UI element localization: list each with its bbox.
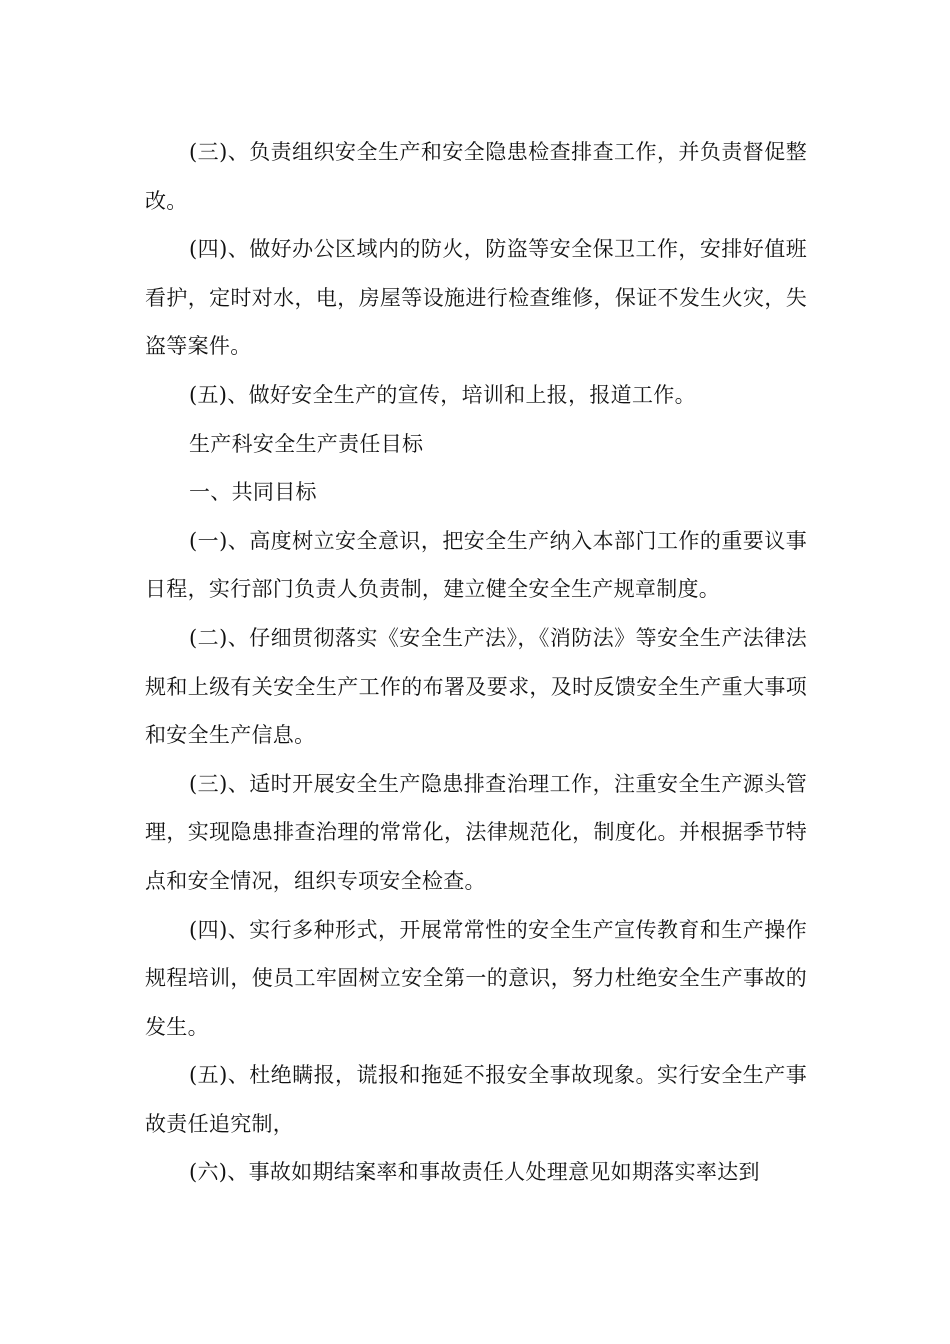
paragraph-office-inspection: (三)、负责组织安全生产和安全隐患检查排查工作，并负责督促整改。 bbox=[145, 140, 807, 213]
paragraph-goal-3: (三)、适时开展安全生产隐患排查治理工作，注重安全生产源头管理，实现隐患排查治理的常常化，法律规范化，制度化。并根据季节特点和安全情况，组织专项安全检查。 bbox=[145, 771, 807, 893]
paragraph-goal-1: (一)、高度树立安全意识，把安全生产纳入本部门工作的重要议事日程，实行部门负责人负责制，建立健全安全生产规章制度。 bbox=[145, 528, 807, 602]
paragraph-goal-6: (六)、事故如期结案率和事故责任人处理意见如期落实率达到 bbox=[189, 1160, 760, 1185]
paragraph-goal-2: (二)、仔细贯彻落实《安全生产法》，《消防法》等安全生产法律法规和上级有关安全生产工作的布署及要求，及时反馈安全生产重大事项和安全生产信息。 bbox=[145, 625, 807, 748]
subsection-heading-common-goals: 一、共同目标 bbox=[189, 480, 317, 505]
paragraph-goal-5: (五)、杜绝瞒报，谎报和拖延不报安全事故现象。实行安全生产事故责任追究制， bbox=[145, 1063, 807, 1136]
section-heading-production: 生产科安全生产责任目标 bbox=[189, 431, 424, 456]
paragraph-goal-4: (四)、实行多种形式，开展常常性的安全生产宣传教育和生产操作规程培训，使员工牢固树立安全第一的意识，努力杜绝安全生产事故的发生。 bbox=[145, 917, 807, 1039]
document-body bbox=[145, 128, 807, 1197]
paragraph-office-publicity: (五)、做好安全生产的宣传，培训和上报，报道工作。 bbox=[189, 382, 696, 407]
paragraph-office-fire-theft: (四)、做好办公区域内的防火，防盗等安全保卫工作，安排好值班看护，定时对水，电，房屋等设施进行检查维修，保证不发生火灾，失盗等案件。 bbox=[145, 237, 807, 359]
